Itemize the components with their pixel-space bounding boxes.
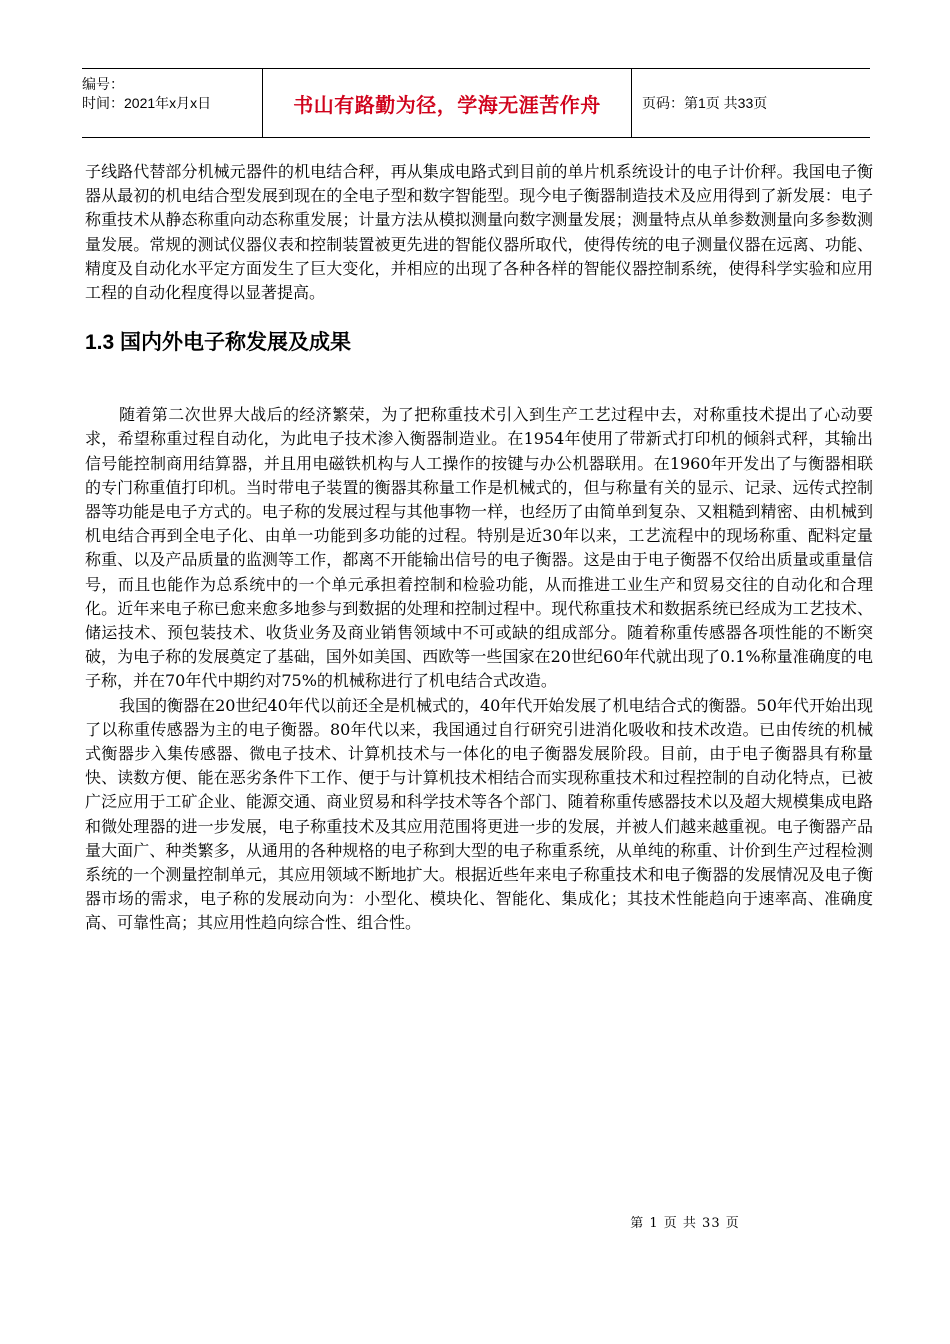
- document-date: 时间：2021年x月x日: [82, 95, 212, 111]
- body-paragraph-1: 子线路代替部分机械元器件的机电结合秤，再从集成电路式到目前的单片机系统设计的电子计价秤。我国电子衡器从最初的机电结合型发展到现在的全电子型和数字智能型。现今电子衡器制造技术及应用得到了新发展：电子称重技术从静态称重向动态称重发展；计量方法从模拟测量向数字测量发展；测量特点从单参数测量向多参数测量发展。常规的测试仪器仪表和控制装置被更先进的智能仪器所取代，使得传统的电子测量仪器在远离、功能、精度及自动化水平定方面发生了巨大变化，并相应的出现了各种各样的智能仪器控制系统，使得科学实验和应用工程的自动化程度得以显著提高。: [85, 162, 873, 303]
- header-page-info: 页码：第1页 共33页: [642, 95, 768, 111]
- header-motto: 书山有路勤为径，学海无涯苦作舟: [262, 69, 632, 137]
- body-paragraph-2: 随着第二次世界大战后的经济繁荣，为了把称重技术引入到生产工艺过程中去，对称重技术提出了心动要求，希望称重过程自动化，为此电子技术渗入衡器制造业。在1954年使用了带新式打印机的倾斜式秤，其输出信号能控制商用结算器，并且用电磁铁机构与人工操作的按键与办公机器联用。在1960年开发出了与衡器相联的专门称重值打印机。当时带电子装置的衡器其称量工作是机械式的，但与称量有关的显示、记录、远传式控制器等功能是电子方式的。电子称的发展过程与其他事物一样，也经历了由简单到复杂、又粗糙到精密、由机械到机电结合再到全电子化、由单一功能到多功能的过程。特别是近30年以来，工艺流程中的现场称重、配料定量称重、以及产品质量的监测等工作，都离不开能输出信号的电子衡器。这是由于电子衡器不仅给出质量或重量信号，而且也能作为总系统中的一个单元承担着控制和检验功能，从而推进工业生产和贸易交往的自动化和合理化。近年来电子称已愈来愈多地参与到数据的处理和控制过程中。现代称重技术和数据系统已经成为工艺技术、储运技术、预包装技术、收货业务及商业销售领域中不可或缺的组成部分。随着称重传感器各项性能的不断突破，为电子称的发展奠定了基础，国外如美国、西欧等一些国家在20世纪60年代就出现了0.1%称量准确度的电子称，并在70年代中期约对75%的机械称进行了机电结合式改造。: [85, 405, 873, 691]
- document-number-label: 编号：: [82, 76, 124, 92]
- body-paragraph-3: 我国的衡器在20世纪40年代以前还全是机械式的，40年代开始发展了机电结合式的衡器。50年代开始出现了以称重传感器为主的电子衡器。80年代以来，我国通过自行研究引进消化吸收和技术改造。已由传统的机械式衡器步入集传感器、微电子技术、计算机技术与一体化的电子衡器发展阶段。目前，由于电子衡器具有称量快、读数方便、能在恶劣条件下工作、便于与计算机技术相结合而实现称重技术和过程控制的自动化特点，已被广泛应用于工矿企业、能源交通、商业贸易和科学技术等各个部门、随着称重传感器技术以及超大规模集成电路和微处理器的进一步发展，电子称重技术及其应用范围将更进一步的发展，并被人们越来越重视。电子衡器产品量大面广、种类繁多，从通用的各种规格的电子称到大型的电子称重系统，从单纯的称重、计价到生产过程检测系统的一个测量控制单元，其应用领域不断地扩大。根据近些年来电子称重技术和电子衡器的发展情况及电子衡器市场的需求，电子称的发展动向为：小型化、模块化、智能化、集成化；其技术性能趋向于速率高、准确度高、可靠性高；其应用性趋向综合性、组合性。: [85, 695, 873, 933]
- document-body: [85, 160, 873, 936]
- header-left-cell: [82, 69, 262, 137]
- section-heading: 1.3 国内外电子称发展及成果: [85, 331, 352, 355]
- page-header: [82, 68, 870, 138]
- page-footer: 第 1 页 共 33 页: [630, 1216, 740, 1231]
